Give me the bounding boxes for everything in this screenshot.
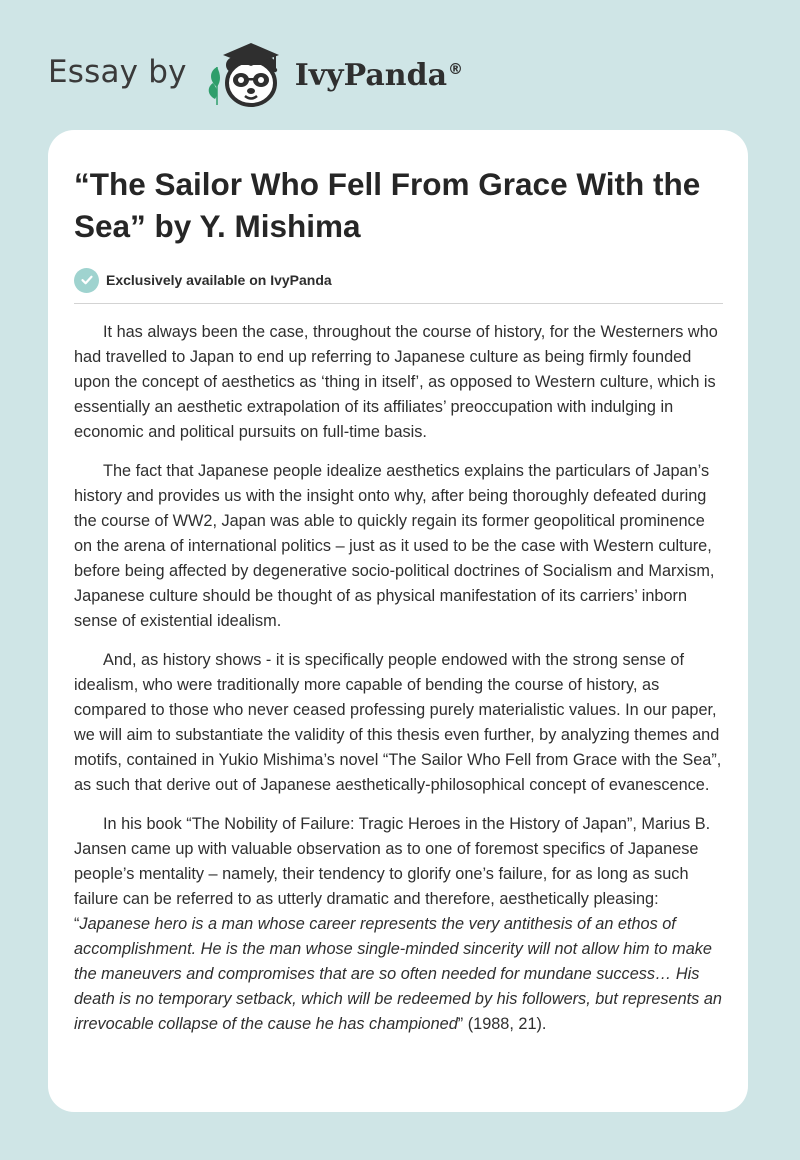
- paragraph-3: And, as history shows - it is specifically people endowed with the strong sense of idealism, who were traditionally more capable of bending the course of history, as compared to those who never ceased professing purely materialistic values. In our paper, we will aim to substantiate the validity of this thesis even further, by analyzing themes and motifs, contained in Yukio Mishima’s novel “The Sailor Who Fell from Grace with the Sea”, as such that derive out of Japanese aesthetically-philosophical concept of evanescence.: [74, 651, 722, 794]
- paragraph-4: [74, 812, 723, 1037]
- check-mark-icon: [80, 273, 94, 287]
- brand-name-text: IvyPanda: [294, 57, 448, 93]
- exclusive-label: Exclusively available on IvyPanda: [106, 272, 332, 288]
- essay-by-label: Essay by: [48, 54, 187, 90]
- essay-body: [74, 320, 723, 1037]
- title-divider: [74, 303, 723, 304]
- site-header: [48, 34, 463, 114]
- paragraph-4-citation: ” (1988, 21).: [457, 1015, 547, 1033]
- paragraph-4-quote: Japanese hero is a man whose career represents the very antithesis of an ethos of accomplishment. He is the man whose single-minded sincerity will not allow him to make the maneuvers and compromises that are so often needed for mundane success… His death is no temporary setback, which will be redeemed by his followers, but represents an irrevocable collapse of the cause he has championed: [74, 915, 722, 1033]
- paragraph-1: It has always been the case, throughout the course of history, for the Westerners who had travelled to Japan to end up referring to Japanese culture as being firmly founded upon the concept of aesthetics as ‘thing in itself’, as opposed to Western culture, which is essentially an aesthetic extrapolation of its affiliates’ preoccupation with indulging in economic and political pursuits on full-time basis.: [74, 323, 718, 441]
- paragraph-4-intro: In his book “The Nobility of Failure: Tragic Heroes in the History of Japan”, Marius B. Jansen came up with valuable observation as to one of foremost specifics of Japanese people’s mentality – namely, their tendency to glorify one’s failure, for as long as such failure can be referred to as utterly dramatic and therefore, aesthetically pleasing: “: [74, 815, 711, 933]
- essay-title: “The Sailor Who Fell From Grace With the Sea” by Y. Mishima: [74, 166, 701, 244]
- ivypanda-logo-icon[interactable]: [201, 35, 291, 113]
- paragraph-2: The fact that Japanese people idealize aesthetics explains the particulars of Japan’s history and provides us with the insight onto why, after being thoroughly defeated during the course of WW2, Japan was able to quickly regain its former geopolitical prominence on the arena of international politics – just as it used to be the case with Western culture, before being affected by degenerative socio-political doctrines of Socialism and Marxism, Japanese culture should be thought of as physical manifestation of its carriers’ inborn sense of existential idealism.: [74, 462, 715, 630]
- essay-content: [74, 163, 723, 1051]
- exclusive-notice: [74, 267, 723, 293]
- registered-mark: ®: [448, 59, 464, 78]
- brand-name[interactable]: [295, 58, 463, 93]
- check-icon: [74, 268, 99, 293]
- essay-card: [48, 130, 748, 1112]
